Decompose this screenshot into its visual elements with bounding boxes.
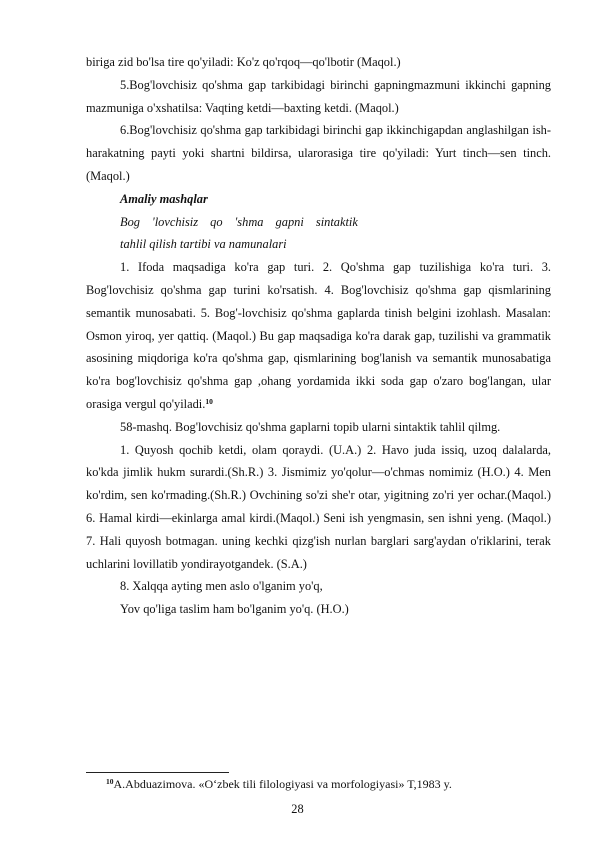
exercise-title: 58-mashq. Bog'lovchisiz qo'shma gaplarni topib ularni sintaktik tahlil qilmg. xyxy=(120,419,501,434)
footnote-divider xyxy=(86,772,229,773)
paragraph-continuation: biriga zid bo'lsa tire qo'yiladi: Ko'z qo'rqoq—qo'lbotir (Maqol.) xyxy=(86,55,401,69)
paragraph-rule-5: 5.Bog'lovchisiz qo'shma gap tarkibidagi birinchi gapningmazmuni ikkinchi gapning mazmuniga o'xshatilsa: Vaqting ketdi—baxting ketdi. (Maqol.) xyxy=(86,77,551,115)
verse-line-1: 8. Xalqqa ayting men aslo o'lganim yo'q, xyxy=(120,579,323,594)
paragraph-rule-6: 6.Bog'lovchisiz qo'shma gap tarkibidagi birinchi gap ikkinchigapdan anglashilgan ish-harakatning payti yoki shartni bildirsa, ularorasiga tire qo'yiladi: Yurt tinch—sen tinch. (Maqol.) xyxy=(86,123,551,183)
footnote-text: A.Abduazimova. «O‘zbek tili filologiyasi va morfologiyasi» T,1983 y. xyxy=(113,777,452,791)
page-number: 28 xyxy=(291,802,304,816)
paragraph-analysis-order xyxy=(86,256,551,416)
subheading-line-2: tahlil qilish tartibi va namunalari xyxy=(120,237,287,252)
footnote-number: 10 xyxy=(106,777,114,786)
body-text xyxy=(86,51,551,621)
verse-line-2: Yov qo'liga taslim ham bo'lganim yo'q. (H.O.) xyxy=(120,602,349,617)
exercise-sentences: 1. Quyosh qochib ketdi, olam qoraydi. (U.A.) 2. Havo juda issiq, uzoq dalalarda, ko'kda jimlik hukm surardi.(Sh.R.) 3. Jismimiz yo'qolur—o'chmas nomimiz (H.O.) 4. Men ko'rdim, sen ko'rmading.(Sh.R.) Ovchining so'zi she'r otar, yigitning zo'ri yer ochar.(Maqol.) 6. Hamal kirdi—ekinlarga amal kirdi.(Maqol.) Seni ish yengmasin, sen ishni yeng. (Maqol.) 7. Hali quyosh botmagan. uning kechki qizg'ish nurlan barglari sarg'aydan o'riklarini, terak uchlarini lovillatib yondirayotgandek. (S.A.) xyxy=(86,442,551,571)
subheading-line-1: Bog 'lovchisiz qo 'shma gapni sintaktik xyxy=(120,214,358,229)
section-heading: Amaliy mashqlar xyxy=(120,191,208,206)
footnote xyxy=(106,775,566,793)
footnote-reference: 10 xyxy=(205,396,213,406)
analysis-text: 1. Ifoda maqsadiga ko'ra gap turi. 2. Qo'shma gap tuzilishiga ko'ra turi. 3. Bog'lovchisiz qo'shma gap turini ko'rsatish. 4. Bog'lovchisiz qo'shma gap qismlarining semantik munosabati. 5. Bog'-lovchisiz qo'shma gaplarda tinish belgini izohlash. Masalan: Osmon yiroq, yer qattiq. (Maqol.) Bu gap maqsadiga ko'ra darak gap, tuzilishi va grammatik asosining miqdoriga ko'ra qo'shma gap, qismlarining bog'lanish va semantik munosabatiga ko'ra bog'lovchisiz qo'shma gap ,ohang yordamida ikki soda gap o'zaro bog'langan, ular orasiga vergul qo'yiladi. xyxy=(86,260,551,411)
